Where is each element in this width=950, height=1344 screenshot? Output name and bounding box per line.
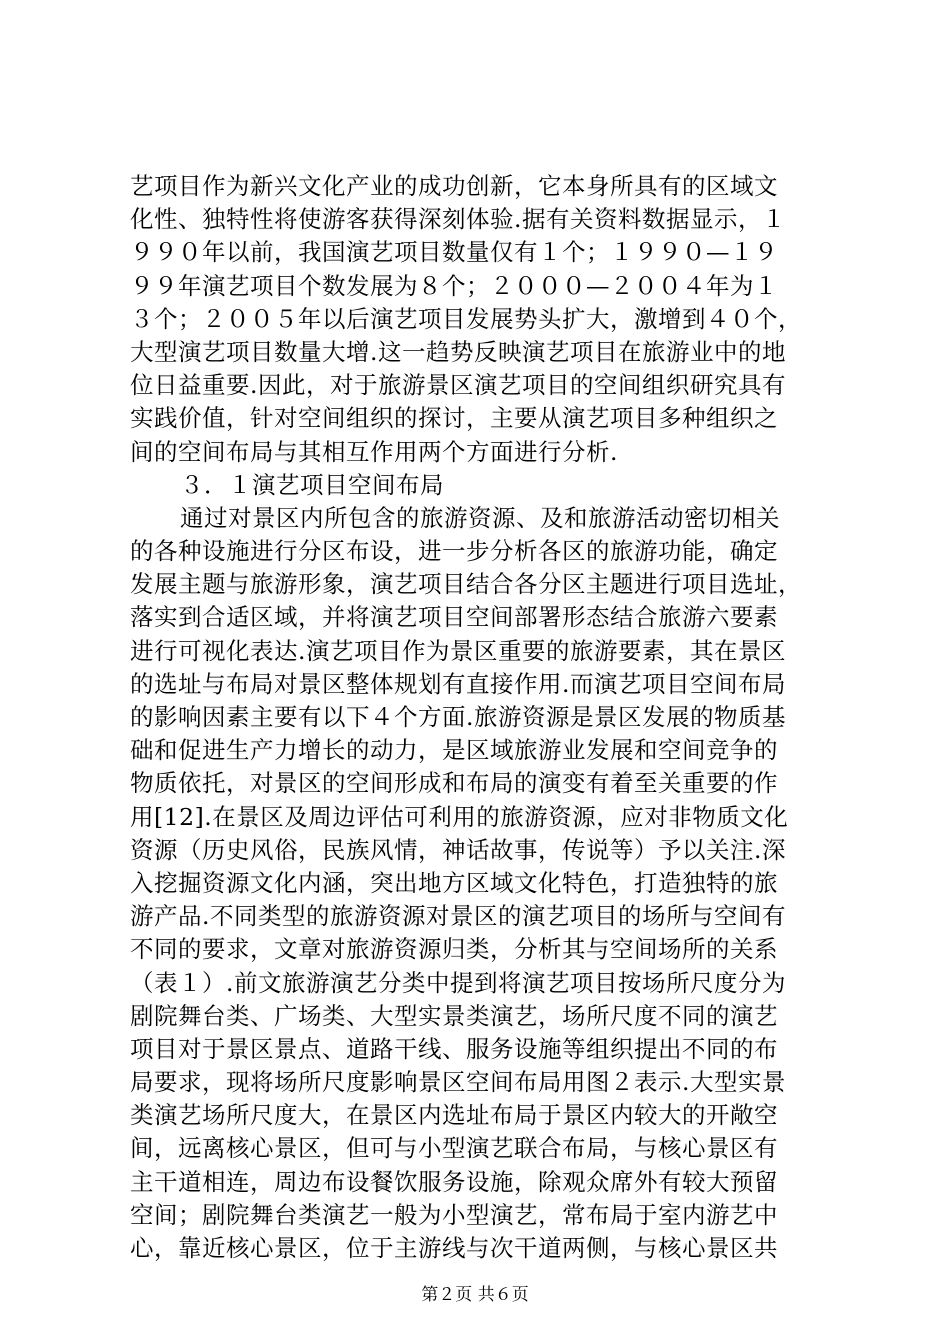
text-line: 间的空间布局与其相互作用两个方面进行分析.	[130, 437, 618, 466]
text-line: 项目对于景区景点、道路干线、服务设施等组织提出不同的布	[130, 1034, 778, 1063]
text-line: 不同的要求，文章对旅游资源归类，分析其与空间场所的关系	[130, 935, 778, 964]
text-line: 艺项目作为新兴文化产业的成功创新，它本身所具有的区域文	[130, 172, 778, 200]
text-line: 化性、独特性将使游客获得深刻体验.据有关资料数据显示，１	[130, 205, 786, 234]
text-line: 实践价值，针对空间组织的探讨，主要从演艺项目多种组织之	[130, 404, 778, 433]
text-line: ９９０年以前，我国演艺项目数量仅有１个；１９９０—１９	[130, 238, 778, 267]
text-line: 发展主题与旅游形象，演艺项目结合各分区主题进行项目选址，	[130, 570, 802, 599]
page-footer	[0, 1285, 950, 1305]
text-line: 进行可视化表达.演艺项目作为景区重要的旅游要素，其在景区	[130, 636, 786, 665]
text-line: 间，远离核心景区，但可与小型演艺联合布局，与核心景区有	[130, 1134, 778, 1163]
text-line: 资源（历史风俗，民族风情，神话故事，传说等）予以关注.深	[130, 835, 786, 864]
paragraph-first-line: 通过对景区内所包含的旅游资源、及和旅游活动密切相关	[180, 503, 780, 532]
text-line: 用[12].在景区及周边评估可利用的旅游资源，应对非物质文化	[130, 802, 789, 831]
text-line: 心，靠近核心景区，位于主游线与次干道两侧，与核心景区共	[130, 1234, 778, 1262]
text-line: 主干道相连，周边布设餐饮服务设施，除观众席外有较大预留	[130, 1167, 778, 1196]
page-number: 第２页 共６页	[421, 1285, 529, 1305]
text-line: 础和促进生产力增长的动力，是区域旅游业发展和空间竞争的	[130, 736, 778, 765]
text-line: 落实到合适区域，并将演艺项目空间部署形态结合旅游六要素	[130, 603, 778, 632]
text-line: 大型演艺项目数量大增.这一趋势反映演艺项目在旅游业中的地	[130, 337, 786, 366]
text-line: ９９年演艺项目个数发展为８个；２０００—２００４年为１	[130, 271, 778, 300]
text-line: 物质依托，对景区的空间形成和布局的演变有着至关重要的作	[130, 769, 778, 798]
text-line: 游产品.不同类型的旅游资源对景区的演艺项目的场所与空间有	[130, 902, 786, 931]
text-line: 空间；剧院舞台类演艺一般为小型演艺，常布局于室内游艺中	[130, 1200, 778, 1229]
text-line: 的选址与布局对景区整体规划有直接作用.而演艺项目空间布局	[130, 669, 786, 698]
body-text	[130, 170, 830, 1265]
text-line: 的各种设施进行分区布设，进一步分析各区的旅游功能，确定	[130, 537, 778, 566]
text-line: 局要求，现将场所尺度影响景区空间布局用图２表示.大型实景	[130, 1068, 786, 1097]
section-heading: ３．１演艺项目空间布局	[180, 470, 444, 499]
text-line: ３个；２００５年以后演艺项目发展势头扩大，激增到４０个，	[130, 304, 802, 333]
text-line: 入挖掘资源文化内涵，突出地方区域文化特色，打造独特的旅	[130, 868, 778, 897]
text-line: 类演艺场所尺度大，在景区内选址布局于景区内较大的开敞空	[130, 1101, 778, 1130]
text-line: 位日益重要.因此，对于旅游景区演艺项目的空间组织研究具有	[130, 371, 786, 400]
text-line: 的影响因素主要有以下４个方面.旅游资源是景区发展的物质基	[130, 703, 786, 731]
text-line: （表１）.前文旅游演艺分类中提到将演艺项目按场所尺度分为	[130, 968, 786, 997]
text-line: 剧院舞台类、广场类、大型实景类演艺，场所尺度不同的演艺	[130, 1001, 778, 1030]
